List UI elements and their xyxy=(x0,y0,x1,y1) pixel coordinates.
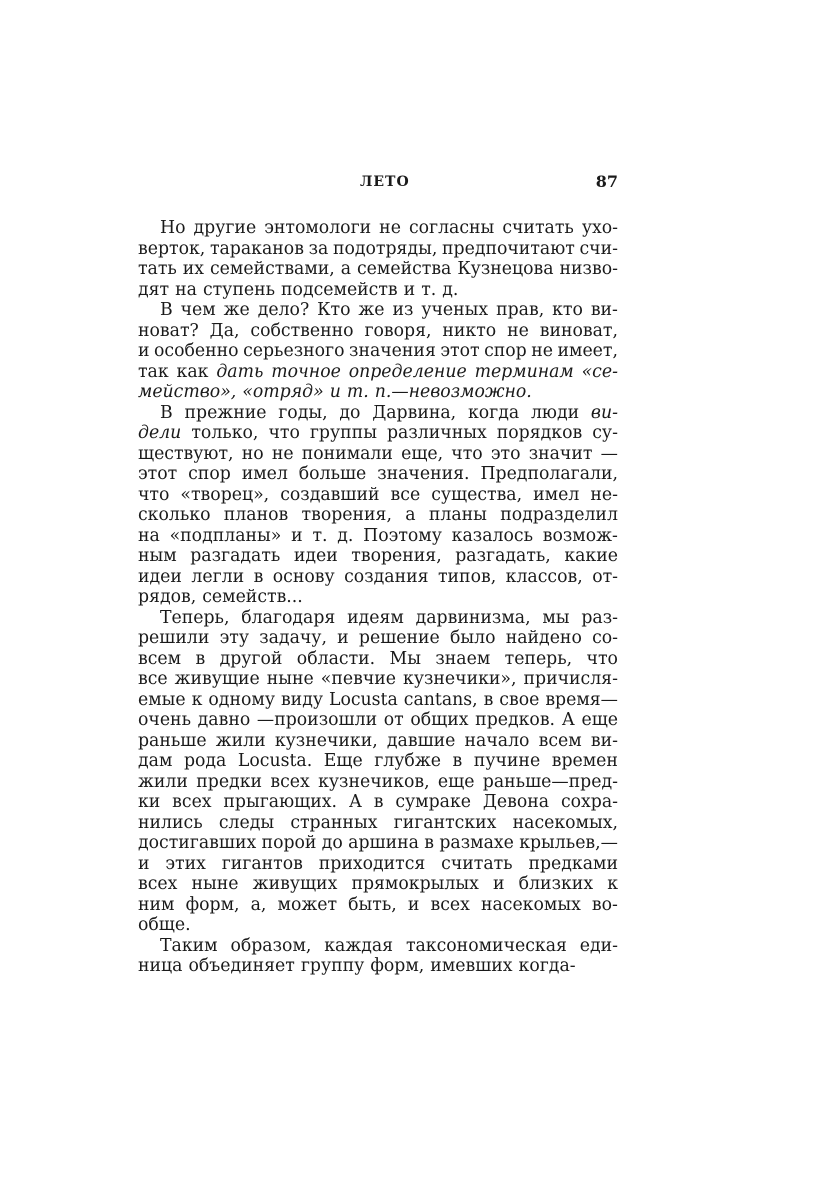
text-line xyxy=(138,936,618,957)
word: классов, xyxy=(505,566,583,587)
word: «певчие xyxy=(320,669,397,689)
word: другой xyxy=(219,648,283,669)
word: как xyxy=(176,361,209,382)
word: же xyxy=(358,300,385,320)
text-line xyxy=(138,813,618,834)
word: верток, xyxy=(138,238,206,259)
word: странных xyxy=(290,812,378,833)
word: ученых xyxy=(421,300,489,320)
word: дарвинизма, xyxy=(415,607,531,628)
word: знаем xyxy=(435,648,491,669)
body-text xyxy=(138,218,618,977)
word: когда- xyxy=(518,956,576,976)
word: Кто xyxy=(317,300,351,320)
word: другие xyxy=(193,218,257,238)
word: «подпланы» xyxy=(169,525,282,546)
word: дят xyxy=(138,279,170,300)
word: и xyxy=(407,894,420,915)
word: ки xyxy=(138,792,161,812)
text-line xyxy=(138,772,618,793)
word: Поэтому xyxy=(363,525,442,546)
text-line xyxy=(138,423,618,444)
word: и xyxy=(138,341,150,361)
word: имевших xyxy=(430,956,513,976)
word: ныне xyxy=(266,669,314,689)
word: жили xyxy=(215,730,266,751)
word: виноват, xyxy=(539,320,618,341)
word: ныне xyxy=(191,874,239,894)
word: низво- xyxy=(559,259,618,279)
word: идеи xyxy=(293,546,338,566)
word: за xyxy=(308,238,329,259)
word: группу xyxy=(300,956,365,976)
word: т. xyxy=(421,279,437,300)
word: различных xyxy=(386,423,487,443)
word: создания xyxy=(344,566,429,587)
word: значения xyxy=(349,341,436,361)
word: значит xyxy=(528,443,593,464)
word: всех xyxy=(138,874,178,894)
word: эту xyxy=(219,628,249,648)
word: и xyxy=(337,628,349,648)
word: объединяет xyxy=(188,956,295,976)
word: не xyxy=(271,443,294,464)
word: тать xyxy=(138,259,177,279)
word: таксономическая xyxy=(405,935,567,956)
word: а xyxy=(340,259,352,279)
word: этих xyxy=(165,853,206,874)
text-line xyxy=(138,649,618,670)
text-line xyxy=(138,587,618,608)
word: ви- xyxy=(590,730,618,751)
word: Да, xyxy=(209,320,240,341)
word: семейства xyxy=(357,259,452,279)
text-line xyxy=(138,341,618,362)
word: дели xyxy=(138,423,182,443)
word: еди- xyxy=(579,935,618,956)
word: что xyxy=(451,443,483,464)
word: Но xyxy=(160,218,186,238)
word: рядов, xyxy=(138,587,197,607)
word: в xyxy=(483,689,494,710)
word: раньше—пред- xyxy=(482,771,618,792)
word: создавший xyxy=(280,484,380,505)
word: емые xyxy=(138,689,186,710)
text-line xyxy=(138,382,618,403)
word: группы xyxy=(309,423,377,443)
word: кузнечиков, xyxy=(318,771,430,792)
word: понимали xyxy=(301,443,393,464)
word: счи- xyxy=(579,238,618,259)
word: и xyxy=(403,279,416,300)
text-line xyxy=(138,710,618,731)
word: со- xyxy=(592,628,618,648)
text-line xyxy=(138,669,618,690)
word: никто xyxy=(442,320,497,341)
word: быть, xyxy=(348,894,397,915)
word: размахе xyxy=(439,833,514,853)
text-line xyxy=(138,362,618,383)
word: и xyxy=(138,853,150,874)
word: насекомых xyxy=(480,894,581,915)
page-header xyxy=(138,172,618,194)
text-line xyxy=(138,854,618,875)
word: на xyxy=(138,525,160,546)
text-line xyxy=(138,444,618,465)
word: Кузнецова xyxy=(457,259,554,279)
word: до xyxy=(321,833,343,853)
word: пучине xyxy=(473,751,541,771)
word: порядков xyxy=(496,423,583,443)
word: глубже xyxy=(374,751,441,771)
word: всех xyxy=(172,792,212,812)
word: общих xyxy=(410,710,469,730)
word: прав, xyxy=(496,300,545,320)
word: новат? xyxy=(138,320,199,341)
word: имеет, xyxy=(557,341,618,361)
word: основу xyxy=(272,566,335,587)
word: существа, xyxy=(431,484,523,505)
word: начало xyxy=(464,730,530,751)
word: больше xyxy=(298,464,367,484)
word: идеи xyxy=(138,566,182,587)
text-line xyxy=(138,239,618,260)
word: что xyxy=(138,484,170,505)
text-line xyxy=(138,546,618,567)
text-line xyxy=(138,505,618,526)
text-line xyxy=(138,731,618,752)
word: к xyxy=(607,874,618,894)
word: идеям xyxy=(347,607,404,628)
word: В xyxy=(160,300,173,320)
text-line xyxy=(138,321,618,342)
word: и xyxy=(291,525,303,546)
word: В xyxy=(160,402,173,423)
word: Locusta xyxy=(328,689,398,710)
word: годы, xyxy=(278,402,328,423)
word: приходится xyxy=(318,853,426,874)
word: дам xyxy=(138,751,173,771)
word: все xyxy=(390,484,421,505)
word: близких xyxy=(518,874,594,894)
word: этот xyxy=(138,464,178,484)
word: раньше xyxy=(138,730,207,751)
text-line xyxy=(138,751,618,772)
word: семейств... xyxy=(202,587,303,607)
word: от- xyxy=(592,566,618,587)
text-line xyxy=(138,628,618,649)
word: может xyxy=(277,894,338,915)
word: в xyxy=(195,648,206,669)
word: сохра- xyxy=(560,792,618,812)
word: что xyxy=(586,648,618,669)
word: Еще xyxy=(323,751,363,771)
word: к xyxy=(191,689,203,710)
word: значения. xyxy=(377,464,470,484)
word: свое xyxy=(499,689,540,710)
word: какие xyxy=(564,546,618,566)
paragraph xyxy=(138,300,618,403)
word: образом, xyxy=(230,935,312,956)
word: причисля- xyxy=(523,669,618,689)
word: ви- xyxy=(590,300,618,320)
word: п.—невозможно. xyxy=(374,382,532,402)
word: в xyxy=(373,792,384,812)
word: теперь, xyxy=(504,648,573,669)
word: прежние xyxy=(184,402,267,423)
word: гигантских xyxy=(393,812,497,833)
word: сумраке xyxy=(395,792,472,812)
word: спор xyxy=(484,341,527,361)
word: имел xyxy=(241,464,288,484)
word: подотряды, xyxy=(332,238,438,259)
word: еще xyxy=(581,710,618,730)
word: дать xyxy=(216,361,264,382)
word: это xyxy=(490,443,521,464)
word: всем xyxy=(538,730,582,751)
word: гигантов xyxy=(221,853,303,874)
word: а xyxy=(405,505,416,525)
word: на xyxy=(175,279,197,300)
word: — xyxy=(600,443,618,464)
text-line xyxy=(138,259,618,280)
word: кто xyxy=(552,300,583,320)
word: только, xyxy=(191,423,259,443)
paragraph xyxy=(138,936,618,977)
word: благодаря xyxy=(241,607,336,628)
word: разгадать xyxy=(190,546,281,566)
word: А xyxy=(561,710,575,730)
word: сколько xyxy=(138,505,211,525)
word: особенно xyxy=(154,341,239,361)
word: «творец», xyxy=(180,484,270,505)
word: «се- xyxy=(581,361,618,382)
word: подразделил xyxy=(500,505,618,525)
word: ним xyxy=(138,894,175,915)
word: говоря, xyxy=(364,320,432,341)
word: рода xyxy=(183,751,227,771)
text-line xyxy=(138,690,618,711)
word: планы xyxy=(428,505,487,525)
text-line xyxy=(138,280,618,301)
word: решение xyxy=(358,628,440,648)
paragraph xyxy=(138,403,618,608)
text-line xyxy=(138,895,618,916)
word: ница xyxy=(138,956,183,976)
word: всех xyxy=(270,771,310,792)
word: еще, xyxy=(401,443,444,464)
word: а, xyxy=(250,894,267,915)
word: предками xyxy=(528,853,618,874)
word: еще xyxy=(437,771,475,792)
word: раз- xyxy=(581,607,618,628)
word: в xyxy=(452,751,463,771)
word: Предполагали, xyxy=(480,464,618,484)
word: «отряд» xyxy=(242,382,324,402)
word: аршина xyxy=(348,833,419,853)
paragraph xyxy=(138,218,618,300)
text-line xyxy=(138,792,618,813)
word: ступень xyxy=(202,279,276,300)
word: чем xyxy=(180,300,216,320)
word: Девона xyxy=(482,792,550,812)
word: этот xyxy=(440,341,480,361)
word: живущие xyxy=(174,669,260,689)
word: когда xyxy=(467,402,520,423)
word: Теперь, xyxy=(160,607,230,628)
word: типов, xyxy=(437,566,497,587)
word: очень xyxy=(138,710,191,730)
word: жили xyxy=(138,771,188,792)
word: и xyxy=(493,874,505,894)
word: cantans, xyxy=(403,689,478,710)
word: возмож- xyxy=(542,525,618,546)
word: время— xyxy=(545,689,618,710)
word: согласны xyxy=(408,218,495,238)
word: во- xyxy=(591,894,618,915)
text-line xyxy=(138,956,618,977)
text-line xyxy=(138,567,618,588)
word: всем xyxy=(138,648,182,669)
word: мейство», xyxy=(138,382,237,402)
word: су- xyxy=(592,423,618,443)
text-line xyxy=(138,874,618,895)
word: было xyxy=(449,628,496,648)
word: спор xyxy=(188,464,231,484)
word: крыльев,— xyxy=(519,833,618,853)
word: от xyxy=(383,710,404,730)
word: тараканов xyxy=(209,238,304,259)
word: ви- xyxy=(590,402,618,423)
word: все xyxy=(138,669,168,689)
text-line xyxy=(138,403,618,424)
word: следы xyxy=(218,812,275,833)
word: подсемейств xyxy=(281,279,398,300)
running-head: ЛЕТО xyxy=(360,174,410,190)
word: решили xyxy=(138,628,210,648)
word: давно xyxy=(197,710,251,730)
word: области. xyxy=(296,648,376,669)
word: легли xyxy=(191,566,245,587)
word: что xyxy=(268,423,300,443)
word: предков. xyxy=(475,710,556,730)
paragraph xyxy=(138,608,618,936)
word: А xyxy=(348,792,362,812)
word: форм, xyxy=(370,956,425,976)
word: достигавших xyxy=(138,833,257,853)
word: порой xyxy=(261,833,317,853)
word: Мы xyxy=(389,648,421,669)
word: люди xyxy=(530,402,580,423)
word: кузнечики, xyxy=(274,730,378,751)
word: не xyxy=(531,341,553,361)
word: форм, xyxy=(185,894,240,915)
text-line xyxy=(138,526,618,547)
word: предпочитают xyxy=(442,238,575,259)
word: кузнечики», xyxy=(403,669,517,689)
word: не xyxy=(379,218,401,238)
word: из xyxy=(392,300,414,320)
word: —произошли xyxy=(256,710,378,730)
word: каждая xyxy=(324,935,394,956)
word: д. xyxy=(442,279,459,300)
word: до xyxy=(339,402,361,423)
word: терминам xyxy=(474,361,574,382)
word: но xyxy=(241,443,264,464)
word: казалось xyxy=(451,525,533,546)
word: обще. xyxy=(138,915,191,935)
text-line xyxy=(138,218,618,239)
text-line xyxy=(138,464,618,485)
word: не xyxy=(507,320,529,341)
word: творения, xyxy=(301,505,392,525)
word: ществуют, xyxy=(138,443,234,464)
word: найдено xyxy=(505,628,582,648)
word: точное xyxy=(271,361,341,382)
word: определение xyxy=(348,361,467,382)
word: ным xyxy=(138,546,177,566)
word: так xyxy=(138,361,169,382)
word: насекомых, xyxy=(512,812,618,833)
word: времен xyxy=(551,751,618,771)
word: нились xyxy=(138,812,203,833)
word: давшие xyxy=(386,730,456,751)
word: и xyxy=(329,382,341,402)
word: имел xyxy=(533,484,580,505)
word: Дарвина, xyxy=(372,402,457,423)
word: энтомологи xyxy=(264,218,372,238)
text-line xyxy=(138,833,618,854)
word: не- xyxy=(590,484,618,505)
page-number: 87 xyxy=(595,172,618,191)
word: Таким xyxy=(160,935,218,956)
word: же xyxy=(223,300,250,320)
word: планов xyxy=(223,505,289,525)
word: всех xyxy=(430,894,470,915)
word: предки xyxy=(196,771,263,792)
word: прямокрылых xyxy=(351,874,479,894)
word: разгадать, xyxy=(455,546,551,566)
word: живущих xyxy=(252,874,338,894)
word: т. xyxy=(312,525,328,546)
word: собственно xyxy=(250,320,354,341)
word: дело? xyxy=(257,300,310,320)
word: считать xyxy=(441,853,513,874)
word: одному xyxy=(208,689,275,710)
word: виду xyxy=(280,689,324,710)
text-line xyxy=(138,915,618,936)
word: серьезного xyxy=(243,341,345,361)
word: ухо- xyxy=(581,218,618,238)
word: Locusta. xyxy=(237,751,313,771)
word: мы xyxy=(542,607,570,628)
text-line xyxy=(138,485,618,506)
word: творения, xyxy=(351,546,442,566)
word: т. xyxy=(346,382,369,402)
word: задачу, xyxy=(259,628,327,648)
word: в xyxy=(253,566,264,587)
text-line xyxy=(138,300,618,321)
text-line xyxy=(138,608,618,629)
word: их xyxy=(182,259,205,279)
word: д. xyxy=(337,525,354,546)
word: в xyxy=(424,833,435,853)
word: считать xyxy=(502,218,574,238)
word: прыгающих. xyxy=(223,792,337,812)
word: семействами, xyxy=(209,259,335,279)
